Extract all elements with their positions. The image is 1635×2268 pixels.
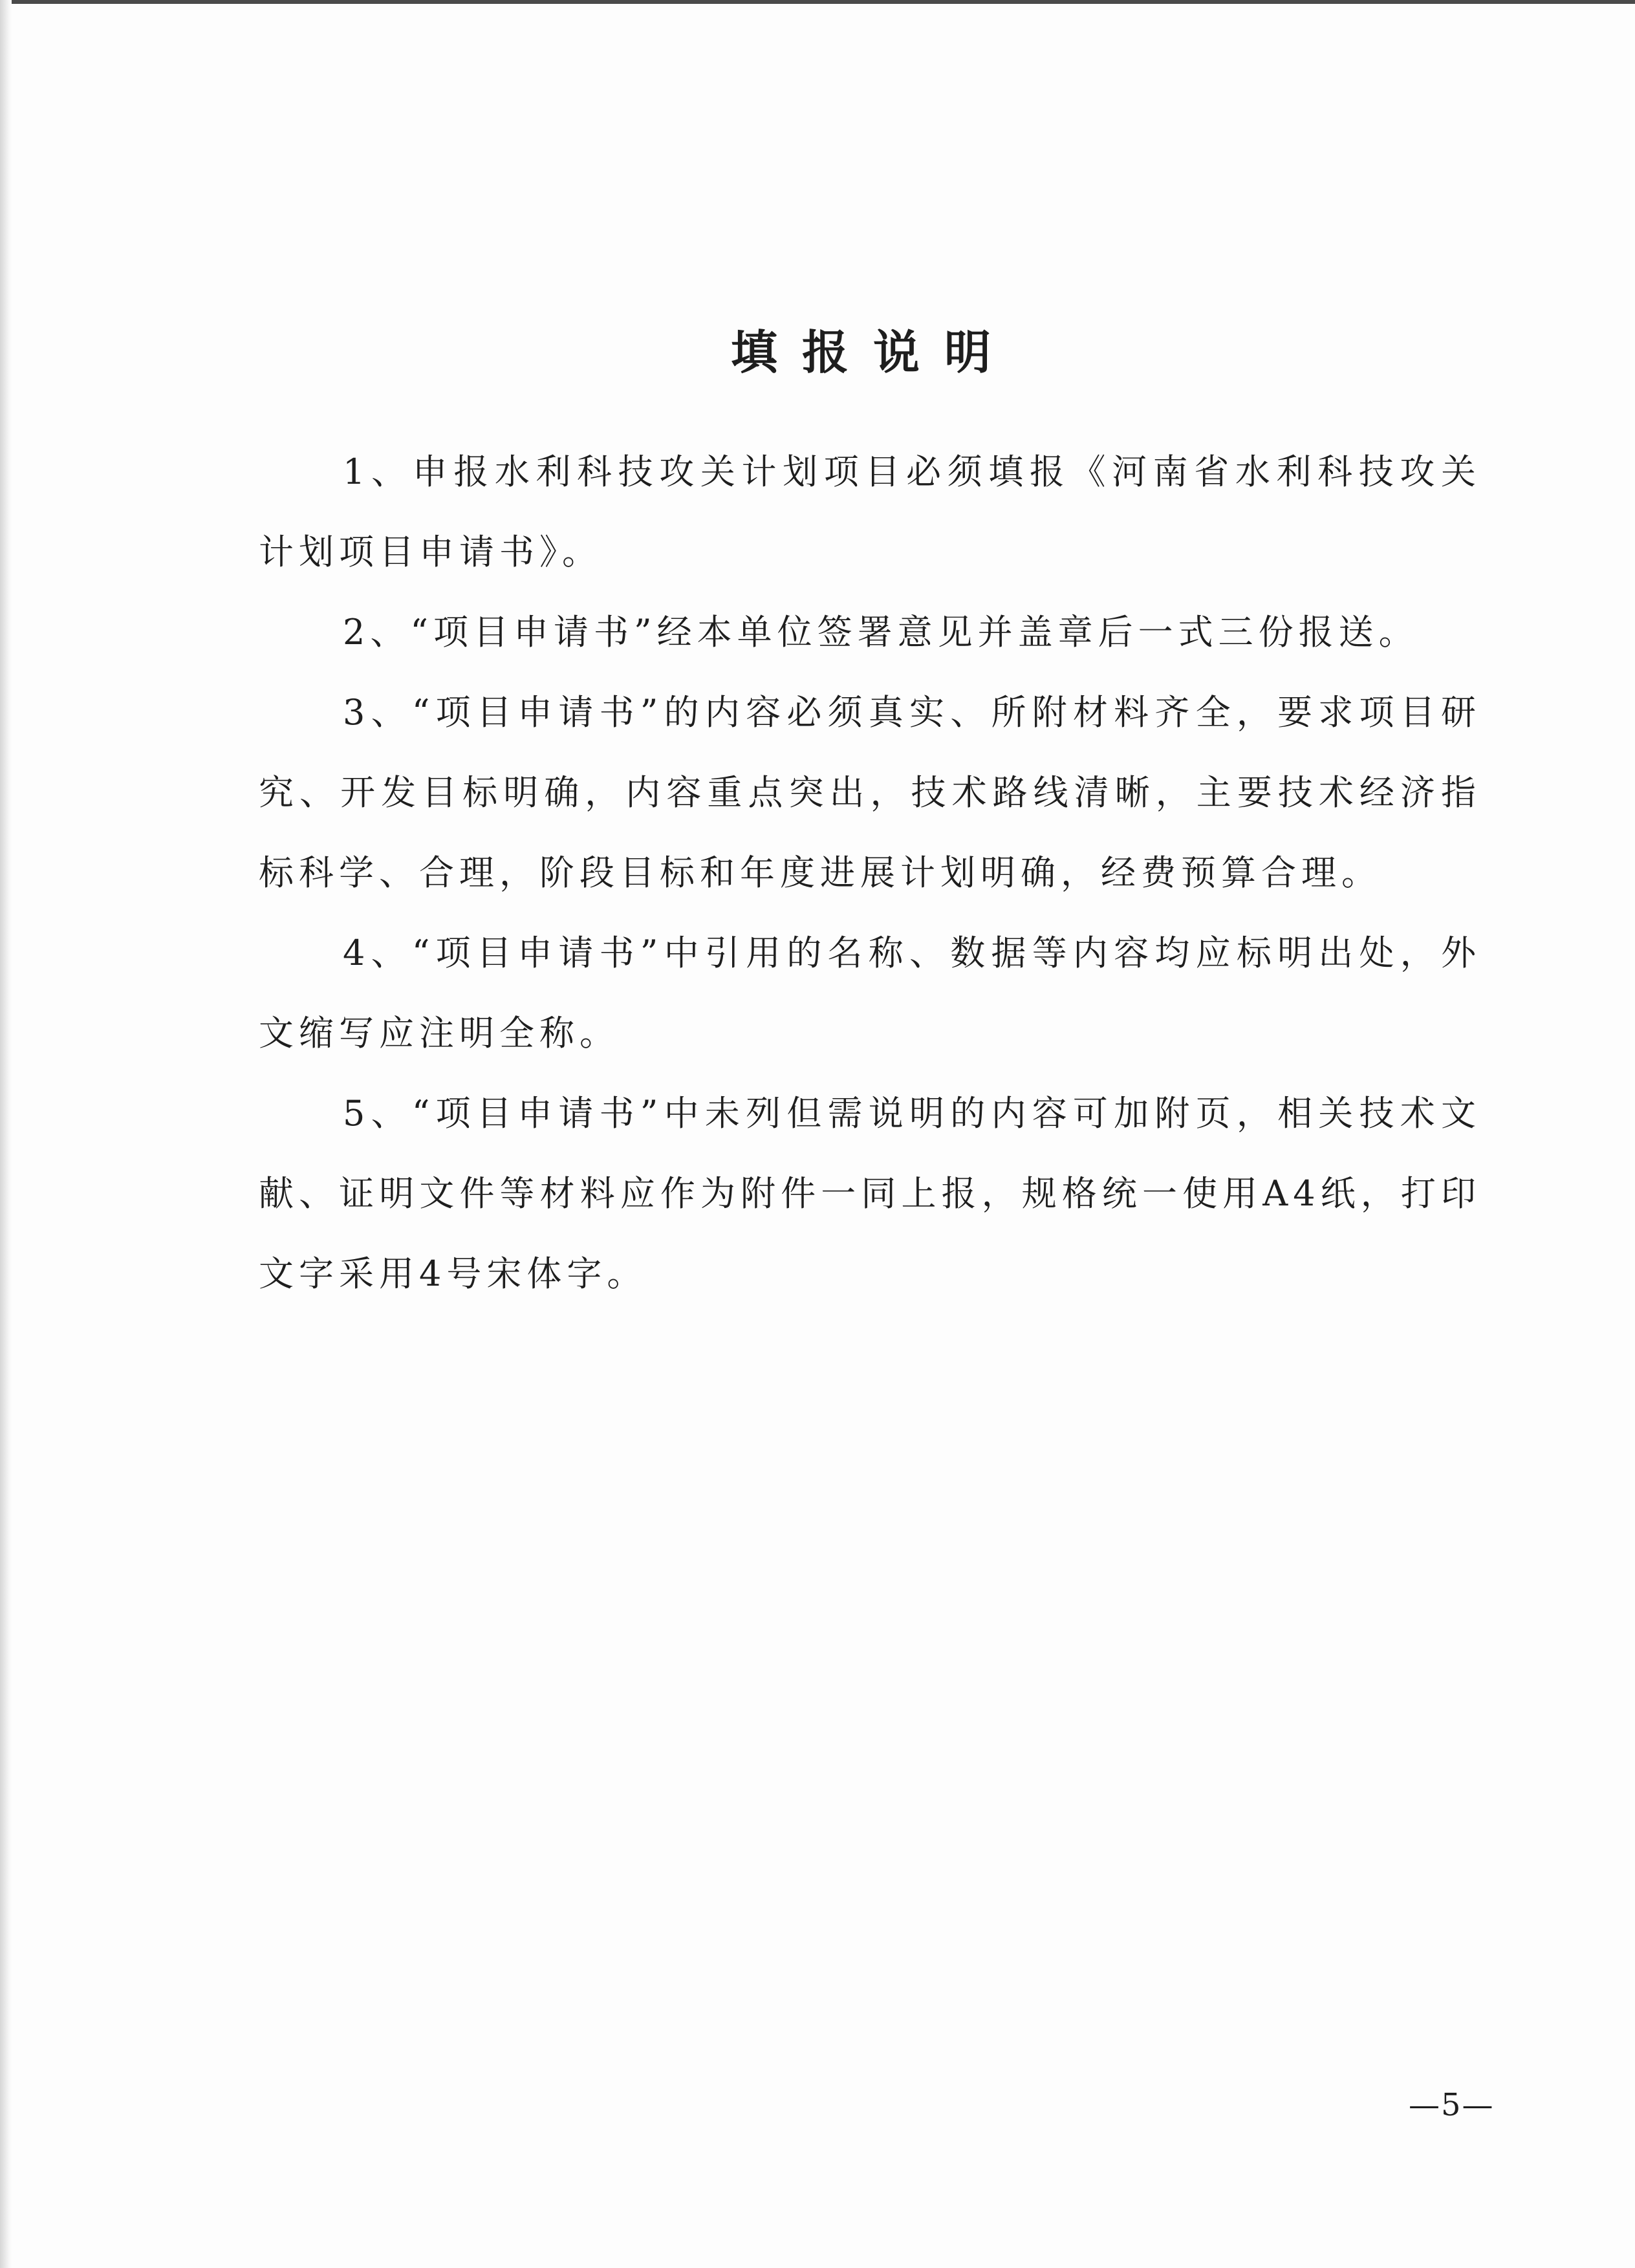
instruction-item-3: 3、“项目申请书”的内容必须真实、所附材料齐全，要求项目研究、开发目标明确，内容重点突出，技术路线清晰，主要技术经济指标科学、合理，阶段目标和年度进展计划明确，经费预算合理。 <box>259 692 1481 893</box>
instruction-item-2: 2、“项目申请书”经本单位签署意见并盖章后一式三份报送。 <box>343 612 1419 653</box>
document-title: 填报说明 <box>730 325 1015 380</box>
scan-left-edge <box>0 0 12 2268</box>
page-number: —5— <box>1409 2087 1495 2123</box>
instruction-item-4: 4、“项目申请书”中引用的名称、数据等内容均应标明出处，外文缩写应注明全称。 <box>259 933 1481 1053</box>
scan-top-edge <box>0 0 1635 4</box>
instruction-item-1: 1、申报水利科技攻关计划项目必须填报《河南省水利科技攻关计划项目申请书》。 <box>259 451 1481 572</box>
instructions-list <box>259 432 1481 1314</box>
instruction-item-5: 5、“项目申请书”中未列但需说明的内容可加附页，相关技术文献、证明文件等材料应作为附件一同上报，规格统一使用A4纸，打印文字采用4号宋体字。 <box>259 1093 1481 1294</box>
